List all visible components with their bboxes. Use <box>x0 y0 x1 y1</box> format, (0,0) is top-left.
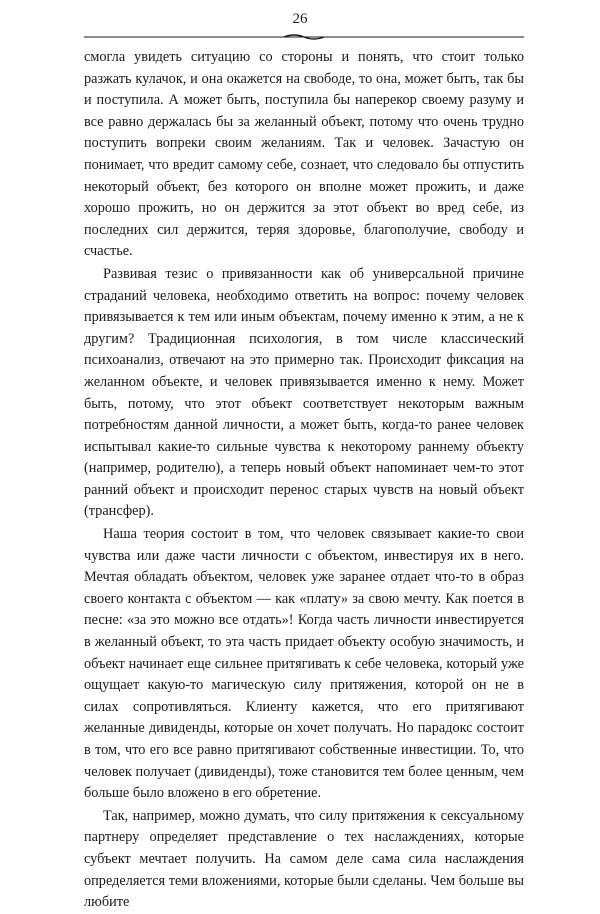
header-ornament-rule <box>84 32 524 42</box>
paragraph-continued: смогла увидеть ситуацию со стороны и понять, что стоит только разжать кулачок, и она окажется на свободе, то она, может быть, так бы и поступила. А может быть, поступила бы наперекор своему разуму и все равно держалась бы за желанный объект, потому что очень трудно поступить вопреки своим желаниям. Так и человек. Зачастую он понимает, что вредит самому себе, сознает, что следовало бы отпустить некоторый объект, без которого он вполне может прожить, и даже хорошо прожить, но он держится за этот объект во вред себе, из последних сил держится, теряя здоровье, благополучие, свободу и счастье. <box>84 49 524 260</box>
paragraph: Так, например, можно думать, что силу притяжения к сексуальному партнеру определяет представление о тех наслаждениях, которые субъект мечтает получить. На самом деле сама сила наслаждения определяется теми вложениями, которые были сделаны. Чем больше вы любите <box>84 807 524 911</box>
paragraph: Развивая тезис о привязанности как об универсальной причине страданий человека, необходимо ответить на вопрос: почему человек привязывается к тем или иным объектам, почему именно к этим, а не к другим? Традиционная психология, в том числе классический психоанализ, отвечают на это примерно так. Происходит фиксация на желанном объекте, и человек привязывается именно к нему. Может быть, потому, что этот объект соответствует некоторым важным потребностям данной личности, а может быть, когда-то ранее человек испытывал какие-то сильные чувства к некоторому раннему объекту (например, родителю), а теперь новый объект напоминает чем-то этот ранний объект и происходит перенос старых чувств на новый объект (трансфер). <box>84 265 524 520</box>
paragraph: Наша теория состоит в том, что человек связывает какие-то свои чувства или даже части личности с объектом, инвестируя их в него. Мечтая обладать объектом, человек уже заранее отдает что-то в образ своего контакта с объектом — как «плату» за свою мечту. Как поется в песне: «за это можно все отдать»! Когда часть личности инвестируется в желанный объект, то эта часть придает объекту особую значимость, и объект начинает еще сильнее притягивать к себе человека, который уже ощущает какую-то магическую силу притяжения, которой он не в силах сопротивляться. Клиенту кажется, что его притягивают желанные дивиденды, которые он хочет получать. Но парадокс состоит в том, что его все равно притягивают собственные инвестиции. То, что человек получает (дивиденды), тоже становится тем более ценным, чем больше было вложено в его обретение. <box>84 526 524 802</box>
page-number: 26 <box>292 11 308 27</box>
body-text <box>84 47 524 914</box>
